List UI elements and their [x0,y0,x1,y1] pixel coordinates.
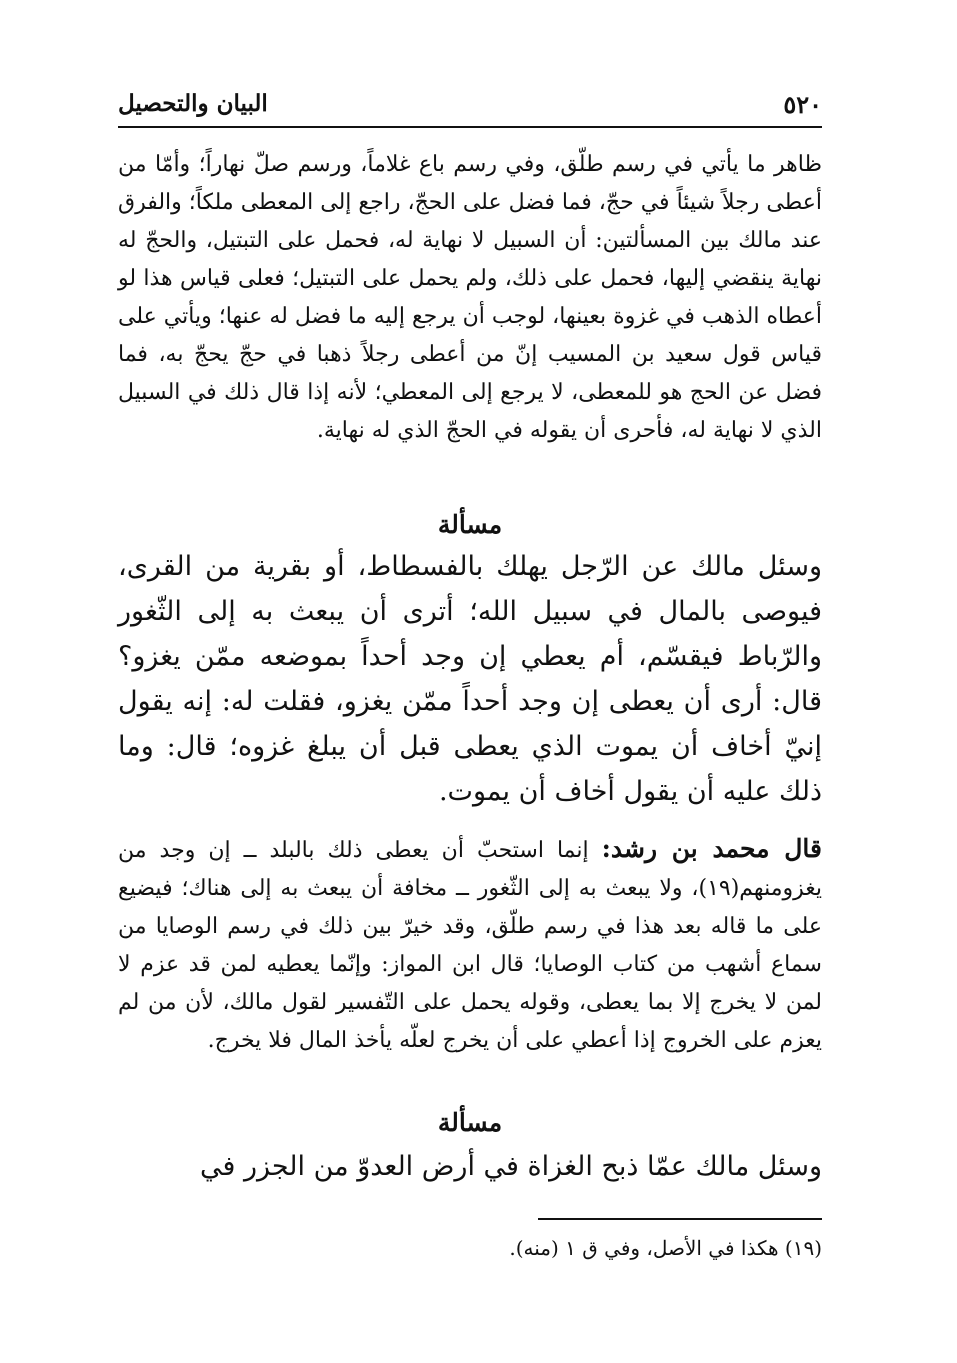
running-title: البيان والتحصيل [118,90,268,117]
paragraph-4: وسئل مالك عمّا ذبح الغزاة في أرض العدوّ من الجزر في [199,1151,822,1182]
header-rule [118,126,822,128]
page-header [118,88,822,124]
footnote-rule [538,1218,822,1220]
page-number: ٥٢٠ [783,90,822,119]
section-heading-1: مسألة [437,510,503,539]
paragraph-3-speaker: قال محمد بن رشد: [601,834,822,863]
paragraph-3 [118,830,822,1060]
paragraph-2: وسئل مالك عن الرّجل يهلك بالفسطاط، أو بقرية من القرى، فيوصى بالمال في سبيل الله؛ أترى أن يبعث به إلى الثّغور والرّباط فيقسّم، أم يعطي إن وجد أحداً بموضعه ممّن يغزو؟ قال: أرى أن يعطى إن وجد أحداً ممّن يغزو، فقلت له: إنه يقول إنيّ أخاف أن يموت الذي يعطى قبل أن يبلغ غزوه؛ قال: وما ذلك عليه أن يقول أخاف أن يموت. [118,551,822,807]
section-heading-2: مسألة [437,1108,503,1137]
footnote: (١٩) هكذا في الأصل، وفي ق ١ (منه). [509,1236,822,1260]
paragraph-1: ظاهر ما يأتي في رسم طلّق، وفي رسم باع غلاماً، ورسم صلّ نهاراً؛ وأمّا من أعطى رجلاً شيئاً في حجّ، فما فضل على الحجّ، راجع إلى المعطى ملكاً؛ والفرق عند مالك بين المسألتين: أن السبيل لا نهاية له، فحمل على التبتيل، والحجّ له نهاية ينقضي إليها، فحمل على ذلك، ولم يحمل على التبتيل؛ فعلى قياس هذا لو أعطاه الذهب في غزوة بعينها، لوجب أن يرجع إليه ما فضل له عنها؛ ويأتي على قياس قول سعيد بن المسيب إنّ من أعطى رجلاً ذهبا في حجّ يحجّ به، فما فضل عن الحج هو للمعطى، لا يرجع إلى المعطي؛ لأنه إذا قال ذلك في السبيل الذي لا نهاية له، فأحرى أن يقوله في الحجّ الذي له نهاية. [118,152,822,443]
paragraph-3-body: إنما استحبّ أن يعطى ذلك بالبلد ــ إن وجد من يغزومنهم(١٩)، ولا يبعث به إلى الثّغور ــ مخافة أن يبعث به إلى هناك؛ فيضيع على ما قاله بعد هذا في رسم طلّق، وقد خيرّ بين ذلك في رسم الوصايا من سماع أشهب من كتاب الوصايا؛ قال ابن المواز: وإنّما يعطيه لمن قد عزم لا لمن لا يخرج إلا بما يعطى، وقوله يحمل على التّفسير لقول مالك، لأن من لم يعزم على الخروج إذا أعطي على أن يخرج لعلّه يأخذ المال فلا يخرج. [118,838,822,1053]
